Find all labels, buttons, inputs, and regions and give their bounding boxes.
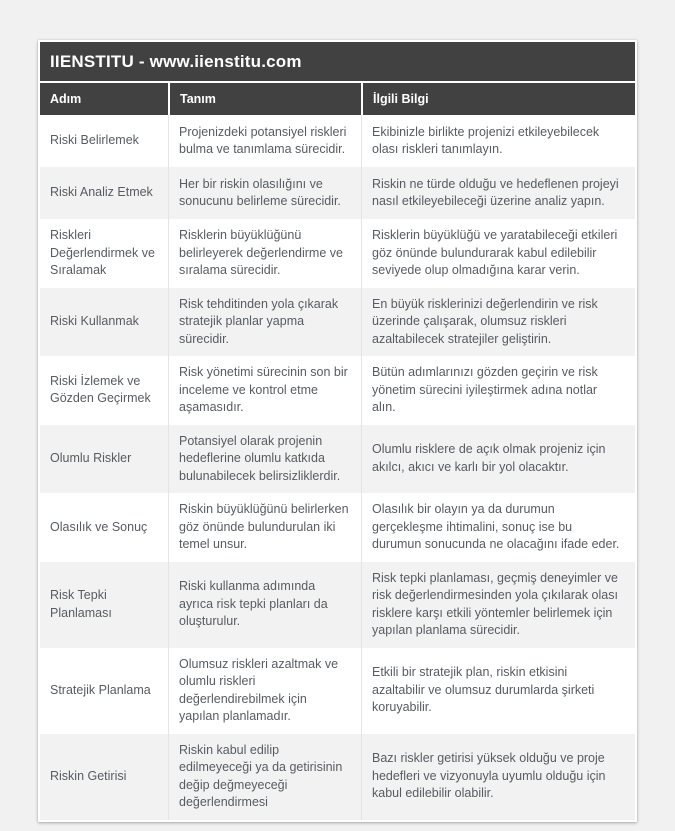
info-cell xyxy=(362,288,635,357)
definition-text: Riski kullanma adımında ayrıca risk tepki planları da oluşturulur. xyxy=(179,579,328,629)
step-text: Riski Belirlemek xyxy=(50,133,139,148)
table-row xyxy=(40,493,635,562)
table-row xyxy=(40,288,635,357)
table-title-bar xyxy=(40,42,635,81)
column-header-tanim: Tanım xyxy=(170,83,361,115)
step-text: Olasılık ve Sonuç xyxy=(50,519,148,534)
definition-text: Potansiyel olarak projenin hedeflerine olumlu katkıda bulunabilecek belirsizliklerdir. xyxy=(179,433,341,483)
info-text: Olumlu risklere de açık olmak projeniz için akılcı, akıcı ve karlı bir yol olacaktır. xyxy=(372,442,606,474)
table-row xyxy=(40,219,635,288)
table-row xyxy=(40,648,635,734)
info-text: Bütün adımlarınızı gözden geçirin ve risk yönetim sürecini iyileştirmek adına notlar alın. xyxy=(372,365,598,414)
step-text: Riski Analiz Etmek xyxy=(50,185,153,200)
step-cell xyxy=(40,562,169,648)
table-row xyxy=(40,356,635,425)
column-header-adim: Adım xyxy=(40,83,168,115)
info-cell xyxy=(362,425,635,494)
info-text: Riskin ne türde olduğu ve hedeflenen projeyi nasıl etkileyebileceği üzerine analiz yapın. xyxy=(372,176,619,208)
risk-table-card xyxy=(38,40,637,822)
column-header-ilgili-bilgi: İlgili Bilgi xyxy=(363,83,635,115)
definition-cell xyxy=(169,734,362,820)
info-cell xyxy=(362,648,635,734)
info-cell xyxy=(362,493,635,562)
step-cell xyxy=(40,167,169,219)
info-cell xyxy=(362,562,635,648)
table-row xyxy=(40,115,635,167)
step-text: Riski İzlemek ve Gözden Geçirmek xyxy=(50,373,151,406)
definition-cell xyxy=(169,425,362,494)
step-cell xyxy=(40,115,169,167)
info-text: Risklerin büyüklüğü ve yaratabileceği etkileri göz önünde bulundurarak kabul edilebilir seviyede olup olmadığına karar verin. xyxy=(372,228,618,277)
definition-text: Risk yönetimi sürecinin son bir inceleme ve kontrol etme aşamasıdır. xyxy=(179,365,348,414)
step-cell xyxy=(40,356,169,425)
step-cell xyxy=(40,219,169,288)
step-text: Riski Kullanmak xyxy=(50,314,139,328)
info-text: Bazı riskler getirisi yüksek olduğu ve proje hedefleri ve vizyonuyla uyumlu olduğu için kabul edilebilir olabilir. xyxy=(372,751,606,801)
table-row xyxy=(40,734,635,820)
definition-text: Riskin kabul edilip edilmeyeceği ya da getirisinin değip değmeyeceği değerlendirmesi xyxy=(179,742,343,809)
table-row xyxy=(40,167,635,219)
step-cell xyxy=(40,493,169,562)
info-cell xyxy=(362,219,635,288)
definition-text: Riskin büyüklüğünü belirlerken göz önünde bulundurulan iki temel unsur. xyxy=(179,502,349,551)
definition-cell xyxy=(169,648,362,734)
step-text: Risk Tepki Planlaması xyxy=(50,588,112,620)
info-text: En büyük risklerinizi değerlendirin ve risk üzerinde çalışarak, olumsuz riskleri azaltabilecek stratejiler geliştirin. xyxy=(372,296,598,346)
definition-cell xyxy=(169,493,362,562)
table-row xyxy=(40,425,635,494)
info-text: Risk tepki planlaması, geçmiş deneyimler ve risk değerlendirmesinden yola çıkılarak olası risklere karşı etkili yöntemler belirlemek için yapılan planlama sürecidir. xyxy=(372,570,618,637)
definition-text: Risklerin büyüklüğünü belirleyerek değerlendirme ve sıralama sürecidir. xyxy=(179,228,343,277)
definition-text: Risk tehditinden yola çıkarak stratejik planlar yapma sürecidir. xyxy=(179,296,339,346)
info-cell xyxy=(362,167,635,219)
definition-text: Olumsuz riskleri azaltmak ve olumlu riskleri değerlendirebilmek için yapılan planlamadır. xyxy=(179,656,339,723)
step-text: Riskleri Değerlendirmek ve Sıralamak xyxy=(50,228,155,277)
definition-cell xyxy=(169,356,362,425)
info-text: Olasılık bir olayın ya da durumun gerçekleşme ihtimalini, sonuç ise bu durumun sonucunda ne olacağını ifade eder. xyxy=(372,502,620,551)
step-cell xyxy=(40,425,169,494)
definition-cell xyxy=(169,219,362,288)
definition-cell xyxy=(169,288,362,357)
table-body xyxy=(40,115,635,820)
info-text: Ekibinizle birlikte projenizi etkileyebilecek olası riskleri tanımlayın. xyxy=(372,124,600,156)
definition-cell xyxy=(169,167,362,219)
step-text: Olumlu Riskler xyxy=(50,451,132,465)
table-header-row xyxy=(40,83,635,115)
step-text: Riskin Getirisi xyxy=(50,768,127,783)
step-cell xyxy=(40,734,169,820)
definition-cell xyxy=(169,562,362,648)
step-text: Stratejik Planlama xyxy=(50,682,151,697)
table-row xyxy=(40,562,635,648)
definition-cell xyxy=(169,115,362,167)
step-cell xyxy=(40,648,169,734)
info-cell xyxy=(362,115,635,167)
table-title: IIENSTITU - www.iienstitu.com xyxy=(50,52,302,71)
definition-text: Projenizdeki potansiyel riskleri bulma ve tanımlama sürecidir. xyxy=(179,124,347,156)
info-cell xyxy=(362,734,635,820)
definition-text: Her bir riskin olasılığını ve sonucunu belirleme sürecidir. xyxy=(179,176,341,208)
info-cell xyxy=(362,356,635,425)
step-cell xyxy=(40,288,169,357)
info-text: Etkili bir stratejik plan, riskin etkisini azaltabilir ve olumsuz durumlarda şirketi koruyabilir. xyxy=(372,665,595,715)
